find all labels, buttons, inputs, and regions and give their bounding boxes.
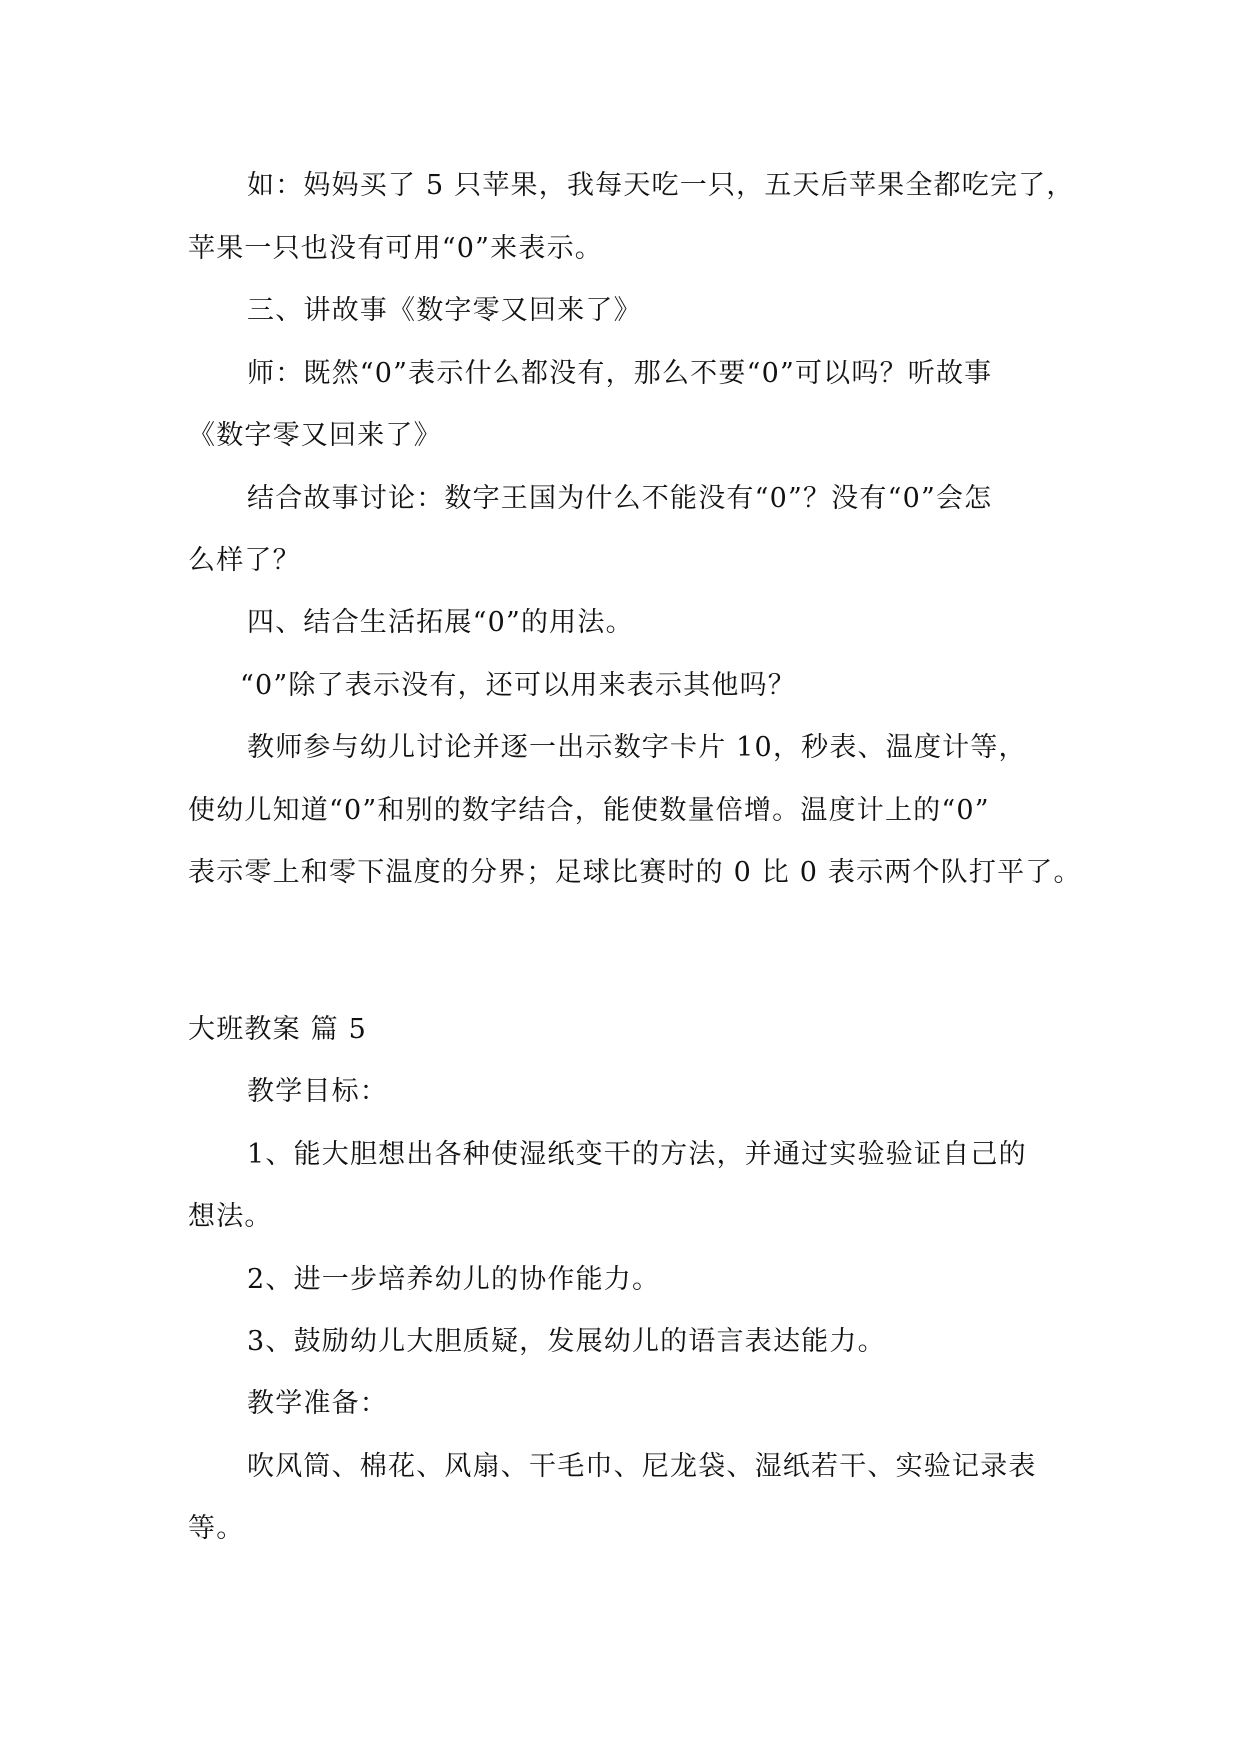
section-heading-extension: 四、结合生活拓展“0”的用法。 [247, 607, 634, 638]
objective-1-line-2: 想法。 [188, 1201, 273, 1232]
paragraph-teacher-line-2: 《数字零又回来了》 [188, 420, 442, 451]
lesson-plan-title: 大班教案 篇 5 [188, 1014, 367, 1045]
paragraph-teacher-cards-line-3: 表示零上和零下温度的分界；足球比赛时的 0 比 0 表示两个队打平了。 [188, 857, 1082, 888]
objective-1-line-1: 1、能大胆想出各种使湿纸变干的方法，并通过实验验证自己的 [247, 1139, 1027, 1170]
preparation-list-line-2: 等。 [188, 1513, 245, 1544]
section-heading-story: 三、讲故事《数字零又回来了》 [247, 295, 642, 326]
paragraph-teacher-cards-line-1: 教师参与幼儿讨论并逐一出示数字卡片 10，秒表、温度计等， [247, 732, 1027, 763]
paragraph-example-line-1: 如：妈妈买了 5 只苹果，我每天吃一只，五天后苹果全都吃完了， [247, 170, 1075, 201]
paragraph-discussion-line-2: 么样了？ [188, 545, 301, 576]
objective-2: 2、进一步培养幼儿的协作能力。 [247, 1264, 661, 1295]
paragraph-teacher-line-1: 师：既然“0”表示什么都没有，那么不要“0”可以吗？听故事 [247, 358, 993, 389]
paragraph-teacher-cards-line-2: 使幼儿知道“0”和别的数字结合，能使数量倍增。温度计上的“0” [188, 795, 990, 826]
preparation-list-line-1: 吹风筒、棉花、风扇、干毛巾、尼龙袋、湿纸若干、实验记录表 [247, 1451, 1037, 1482]
heading-teaching-preparation: 教学准备： [247, 1388, 388, 1419]
paragraph-question: “0”除了表示没有，还可以用来表示其他吗？ [240, 670, 796, 701]
paragraph-discussion-line-1: 结合故事讨论：数字王国为什么不能没有“0”？没有“0”会怎 [247, 483, 993, 514]
heading-teaching-objectives: 教学目标： [247, 1076, 388, 1107]
objective-3: 3、鼓励幼儿大胆质疑，发展幼儿的语言表达能力。 [247, 1326, 886, 1357]
paragraph-example-line-2: 苹果一只也没有可用“0”来表示。 [188, 233, 603, 264]
